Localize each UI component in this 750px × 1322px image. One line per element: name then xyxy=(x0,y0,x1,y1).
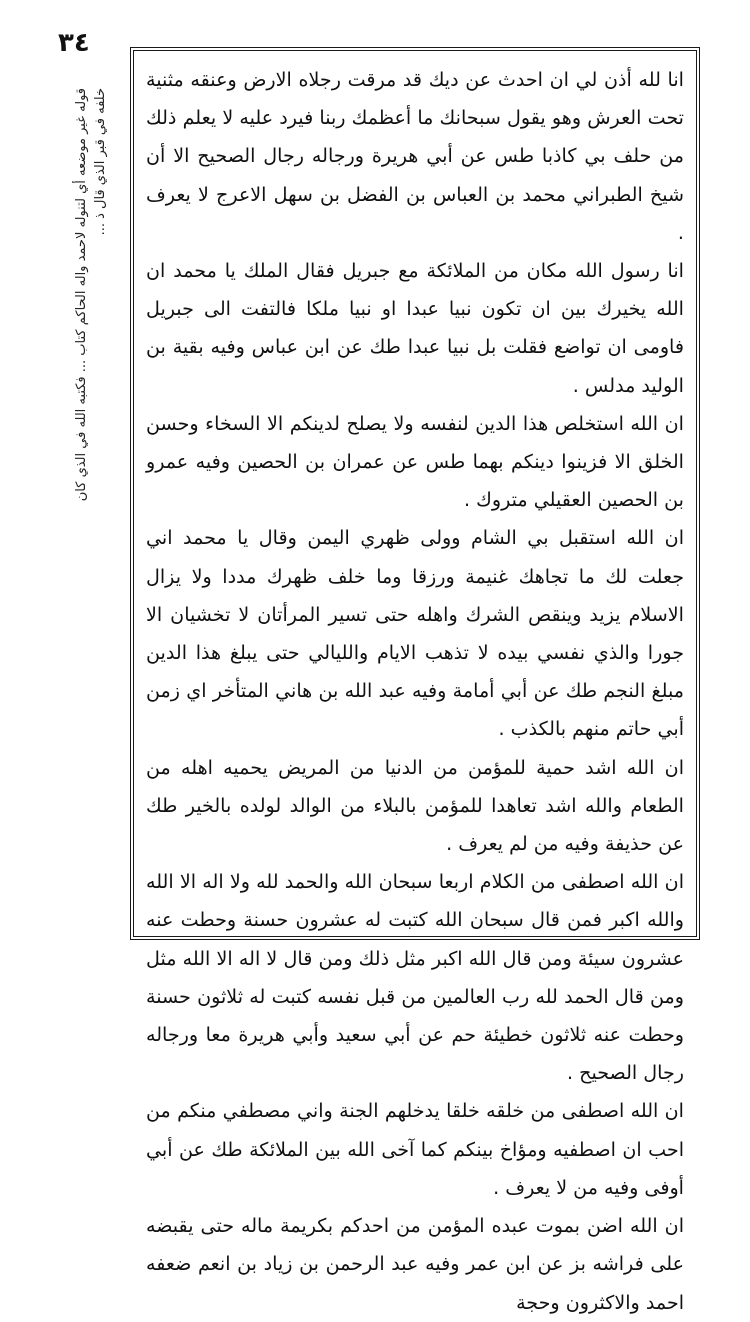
margin-note xyxy=(72,88,132,508)
hadith-entry: ان الله اشد حمية للمؤمن من الدنيا من المريض يحميه اهله من الطعام والله اشد تعاهدا للمؤمن بالبلاء من الوالد لولده بالخير طك عن حذيفة وفيه من لم يعرف . xyxy=(146,755,684,856)
manuscript-body xyxy=(146,61,684,1322)
text-frame xyxy=(130,47,700,1314)
hadith-entry: ان الله استقبل بي الشام وولى ظهري اليمن وقال يا محمد اني جعلت لك ما تجاهك غنيمة ورزقا وما خلف ظهرك مددا ولا يزال الاسلام يزيد وينقص الشرك واهله حتى تسير المرأتان لا تخشيان الا جورا والذي نفسي بيده لا تذهب الايام والليالي حتى يبلغ هذا الدين مبلغ النجم طك عن أبي أمامة وفيه عبد الله بن هاني المتأخر اي زمن أبي حاتم منهم بالكذب . xyxy=(146,526,684,741)
hadith-entry: ان الله اضن بموت عبده المؤمن من احدكم بكريمة ماله حتى يقبضه على فراشه بز عن ابن عمر وفيه عبد الرحمن بن زياد بن انعم ضعفه احمد والاكثرون وحجة xyxy=(146,1214,684,1314)
hadith-entry: ان الله اصطفى من الكلام اربعا سبحان الله والحمد لله ولا اله الا الله والله اكبر فمن قال سبحان الله كتبت له عشرون حسنة وحطت عنه عشرون سيئة ومن قال الله اكبر مثل ذلك ومن قال لا اله الا الله مثل ومن قال الحمد لله رب العالمين من قبل نفسه كتبت له ثلاثون حسنة وحطت عنه ثلاثون خطيئة حم عن أبي سعيد وأبي هريرة معا ورجاله رجال الصحيح . xyxy=(146,870,684,1085)
hadith-entry: انا رسول الله مكان من الملائكة مع جبريل فقال الملك يا محمد ان الله يخيرك بين ان تكون نبيا عبدا او نبيا ملكا فالتفت الى جبريل فاومى ان تواضع فقلت بل نبيا عبدا طك عن ابن عباس وفيه بقية بن الوليد مدلس . xyxy=(146,259,684,397)
page-number: ٣٤ xyxy=(58,28,90,58)
hadith-entry: انا لله أذن لي ان احدث عن ديك قد مرقت رجلاه الارض وعنقه مثنية تحت العرش وهو يقول سبحانك ما أعظمك ربنا فيرد عليه لا يعلم ذلك من حلف بي كاذبا طس عن أبي هريرة ورجاله رجال الصحيح الا أن شيخ الطبراني محمد بن العباس بن الفضل بن سهل الاعرج لا يعرف . xyxy=(146,68,684,244)
hadith-entry: ان الله استخلص هذا الدين لنفسه ولا يصلح لدينكم الا السخاء وحسن الخلق الا فزينوا دينكم بهما طس عن عمران بن الحصين وفيه عمرو بن الحصين العقيلي متروك . xyxy=(146,411,684,512)
hadith-entry: ان الله اصطفى من خلقه خلقا يدخلهم الجنة واني مصطفي منكم من احب ان اصطفيه ومؤاخ بينكم كما آخى الله بين الملائكة طك عن أبي أوفى وفيه من لا يعرف . xyxy=(146,1099,684,1199)
margin-note-text: قوله غير موضعه أي لتنوله لاحمد واله الحاكم كتاب ... فكتبه الله في الذي كان خلفه في قبر الذي قال ذ ... xyxy=(74,88,108,502)
